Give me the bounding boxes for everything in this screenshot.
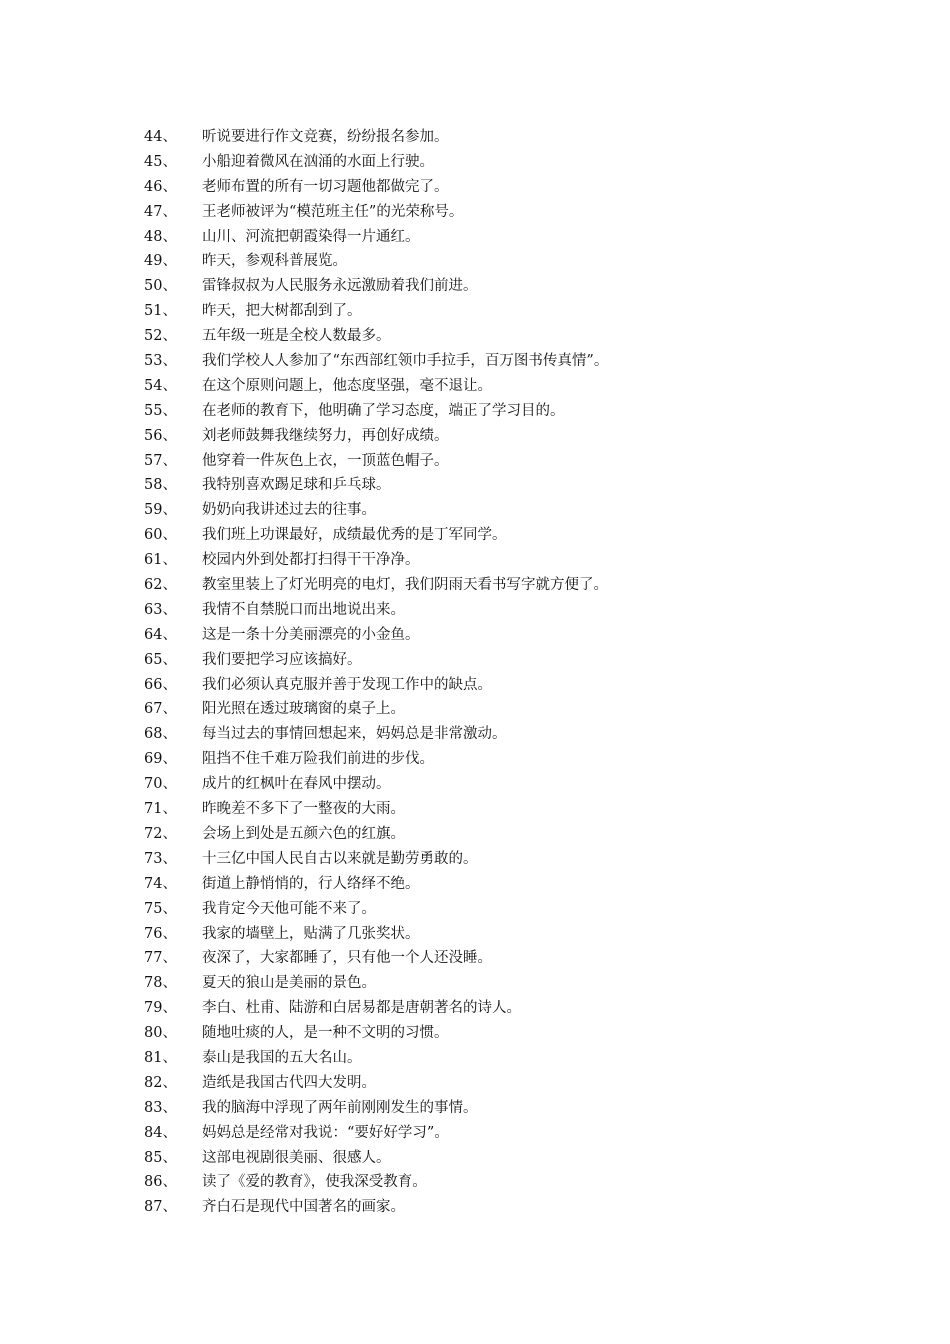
list-item	[144, 548, 924, 573]
item-number: 68、	[144, 726, 177, 743]
item-number: 55、	[144, 402, 177, 419]
item-number: 87、	[144, 1199, 177, 1216]
list-item	[144, 897, 924, 922]
item-number: 69、	[144, 751, 177, 768]
list-item	[144, 673, 924, 698]
list-item	[144, 449, 924, 474]
item-sentence: 昨晚差不多下了一整夜的大雨。	[202, 801, 405, 818]
item-number: 49、	[144, 253, 177, 270]
list-item	[144, 125, 924, 150]
item-number: 83、	[144, 1099, 177, 1116]
list-item	[144, 200, 924, 225]
item-number: 67、	[144, 701, 177, 718]
item-number: 50、	[144, 278, 177, 295]
item-sentence: 成片的红枫叶在春风中摆动。	[202, 776, 391, 793]
item-sentence: 每当过去的事情回想起来，妈妈总是非常激动。	[202, 726, 507, 743]
item-sentence: 我们必须认真克服并善于发现工作中的缺点。	[202, 676, 492, 693]
item-sentence: 他穿着一件灰色上衣，一顶蓝色帽子。	[202, 452, 449, 469]
item-number: 75、	[144, 900, 177, 917]
list-item	[144, 1121, 924, 1146]
list-item	[144, 847, 924, 872]
list-item	[144, 598, 924, 623]
list-item	[144, 722, 924, 747]
item-number: 63、	[144, 601, 177, 618]
item-number: 84、	[144, 1124, 177, 1141]
item-number: 82、	[144, 1074, 177, 1091]
list-item	[144, 498, 924, 523]
item-sentence: 夏天的狼山是美丽的景色。	[202, 975, 376, 992]
list-item	[144, 1146, 924, 1171]
item-number: 46、	[144, 178, 177, 195]
item-number: 74、	[144, 875, 177, 892]
list-item	[144, 922, 924, 947]
list-item	[144, 324, 924, 349]
item-sentence: 随地吐痰的人，是一种不文明的习惯。	[202, 1025, 449, 1042]
item-sentence: 十三亿中国人民自古以来就是勤劳勇敢的。	[202, 850, 478, 867]
item-sentence: 我情不自禁脱口而出地说出来。	[202, 601, 405, 618]
item-number: 71、	[144, 801, 177, 818]
list-item	[144, 274, 924, 299]
list-item	[144, 946, 924, 971]
list-item	[144, 996, 924, 1021]
item-sentence: 小船迎着微风在汹涌的水面上行驶。	[202, 153, 434, 170]
list-item	[144, 797, 924, 822]
item-sentence: 这部电视剧很美丽、很感人。	[202, 1149, 391, 1166]
item-number: 76、	[144, 925, 177, 942]
list-item	[144, 473, 924, 498]
item-number: 64、	[144, 626, 177, 643]
item-sentence: 教室里装上了灯光明亮的电灯，我们阴雨天看书写字就方便了。	[202, 577, 608, 594]
item-number: 51、	[144, 303, 177, 320]
list-item	[144, 772, 924, 797]
item-number: 61、	[144, 552, 177, 569]
item-sentence: 在老师的教育下，他明确了学习态度，端正了学习目的。	[202, 402, 565, 419]
item-number: 48、	[144, 228, 177, 245]
item-number: 81、	[144, 1049, 177, 1066]
list-item	[144, 648, 924, 673]
item-sentence: 在这个原则问题上，他态度坚强，毫不退让。	[202, 377, 492, 394]
item-number: 52、	[144, 328, 177, 345]
item-sentence: 五年级一班是全校人数最多。	[202, 328, 391, 345]
item-number: 59、	[144, 502, 177, 519]
list-item	[144, 349, 924, 374]
item-sentence: 奶奶向我讲述过去的往事。	[202, 502, 376, 519]
item-number: 56、	[144, 427, 177, 444]
list-item	[144, 225, 924, 250]
item-sentence: 我特别喜欢踢足球和乒乓球。	[202, 477, 391, 494]
item-sentence: 造纸是我国古代四大发明。	[202, 1074, 376, 1091]
item-sentence: 我们学校人人参加了“东西部红领巾手拉手，百万图书传真情”。	[202, 353, 609, 370]
item-number: 60、	[144, 527, 177, 544]
item-number: 58、	[144, 477, 177, 494]
item-sentence: 王老师被评为“模范班主任”的光荣称号。	[202, 203, 464, 220]
item-sentence: 会场上到处是五颜六色的红旗。	[202, 825, 405, 842]
item-number: 72、	[144, 825, 177, 842]
item-number: 54、	[144, 377, 177, 394]
item-number: 73、	[144, 850, 177, 867]
item-number: 44、	[144, 129, 177, 145]
item-sentence: 老师布置的所有一切习题他都做完了。	[202, 178, 449, 195]
list-item	[144, 175, 924, 200]
item-number: 77、	[144, 950, 177, 967]
list-item	[144, 299, 924, 324]
list-item	[144, 1021, 924, 1046]
list-item	[144, 150, 924, 175]
list-item	[144, 971, 924, 996]
item-number: 86、	[144, 1174, 177, 1191]
list-item	[144, 822, 924, 847]
item-sentence: 我肯定今天他可能不来了。	[202, 900, 376, 917]
item-sentence: 我的脑海中浮现了两年前刚刚发生的事情。	[202, 1099, 478, 1116]
item-sentence: 李白、杜甫、陆游和白居易都是唐朝著名的诗人。	[202, 1000, 521, 1017]
item-sentence: 街道上静悄悄的，行人络绎不绝。	[202, 875, 420, 892]
item-sentence: 校园内外到处都打扫得干干净净。	[202, 552, 420, 569]
list-item	[144, 374, 924, 399]
item-number: 80、	[144, 1025, 177, 1042]
list-item	[144, 249, 924, 274]
item-sentence: 听说要进行作文竞赛，纷纷报名参加。	[202, 129, 449, 145]
item-sentence: 我们班上功课最好，成绩最优秀的是丁军同学。	[202, 527, 507, 544]
item-sentence: 这是一条十分美丽漂亮的小金鱼。	[202, 626, 420, 643]
item-sentence: 泰山是我国的五大名山。	[202, 1049, 362, 1066]
list-item	[144, 1170, 924, 1195]
item-number: 65、	[144, 651, 177, 668]
item-sentence: 夜深了，大家都睡了，只有他一个人还没睡。	[202, 950, 492, 967]
item-sentence: 雷锋叔叔为人民服务永远激励着我们前进。	[202, 278, 478, 295]
item-sentence: 我家的墙壁上，贴满了几张奖状。	[202, 925, 420, 942]
item-number: 47、	[144, 203, 177, 220]
item-sentence: 昨天，参观科普展览。	[202, 253, 347, 270]
item-number: 53、	[144, 353, 177, 370]
item-sentence: 读了《爱的教育》，使我深受教育。	[202, 1174, 427, 1191]
list-item	[144, 573, 924, 598]
list-item	[144, 872, 924, 897]
list-item	[144, 747, 924, 772]
list-item	[144, 1071, 924, 1096]
list-item	[144, 1096, 924, 1121]
item-sentence: 刘老师鼓舞我继续努力，再创好成绩。	[202, 427, 449, 444]
item-sentence: 山川、河流把朝霞染得一片通红。	[202, 228, 420, 245]
list-item	[144, 424, 924, 449]
list-item	[144, 399, 924, 424]
item-number: 66、	[144, 676, 177, 693]
item-sentence: 齐白石是现代中国著名的画家。	[202, 1199, 405, 1216]
item-sentence: 阳光照在透过玻璃窗的桌子上。	[202, 701, 405, 718]
item-sentence: 我们要把学习应该搞好。	[202, 651, 362, 668]
item-sentence: 昨天，把大树都刮到了。	[202, 303, 362, 320]
item-number: 70、	[144, 776, 177, 793]
list-item	[144, 623, 924, 648]
item-number: 57、	[144, 452, 177, 469]
list-item	[144, 1046, 924, 1071]
sentence-list	[144, 125, 924, 1220]
item-number: 62、	[144, 577, 177, 594]
item-number: 45、	[144, 153, 177, 170]
list-item	[144, 523, 924, 548]
item-sentence: 妈妈总是经常对我说：“要好好学习”。	[202, 1124, 449, 1141]
item-number: 85、	[144, 1149, 177, 1166]
item-sentence: 阻挡不住千难万险我们前进的步伐。	[202, 751, 434, 768]
list-item	[144, 1195, 924, 1220]
item-number: 78、	[144, 975, 177, 992]
list-item	[144, 697, 924, 722]
item-number: 79、	[144, 1000, 177, 1017]
